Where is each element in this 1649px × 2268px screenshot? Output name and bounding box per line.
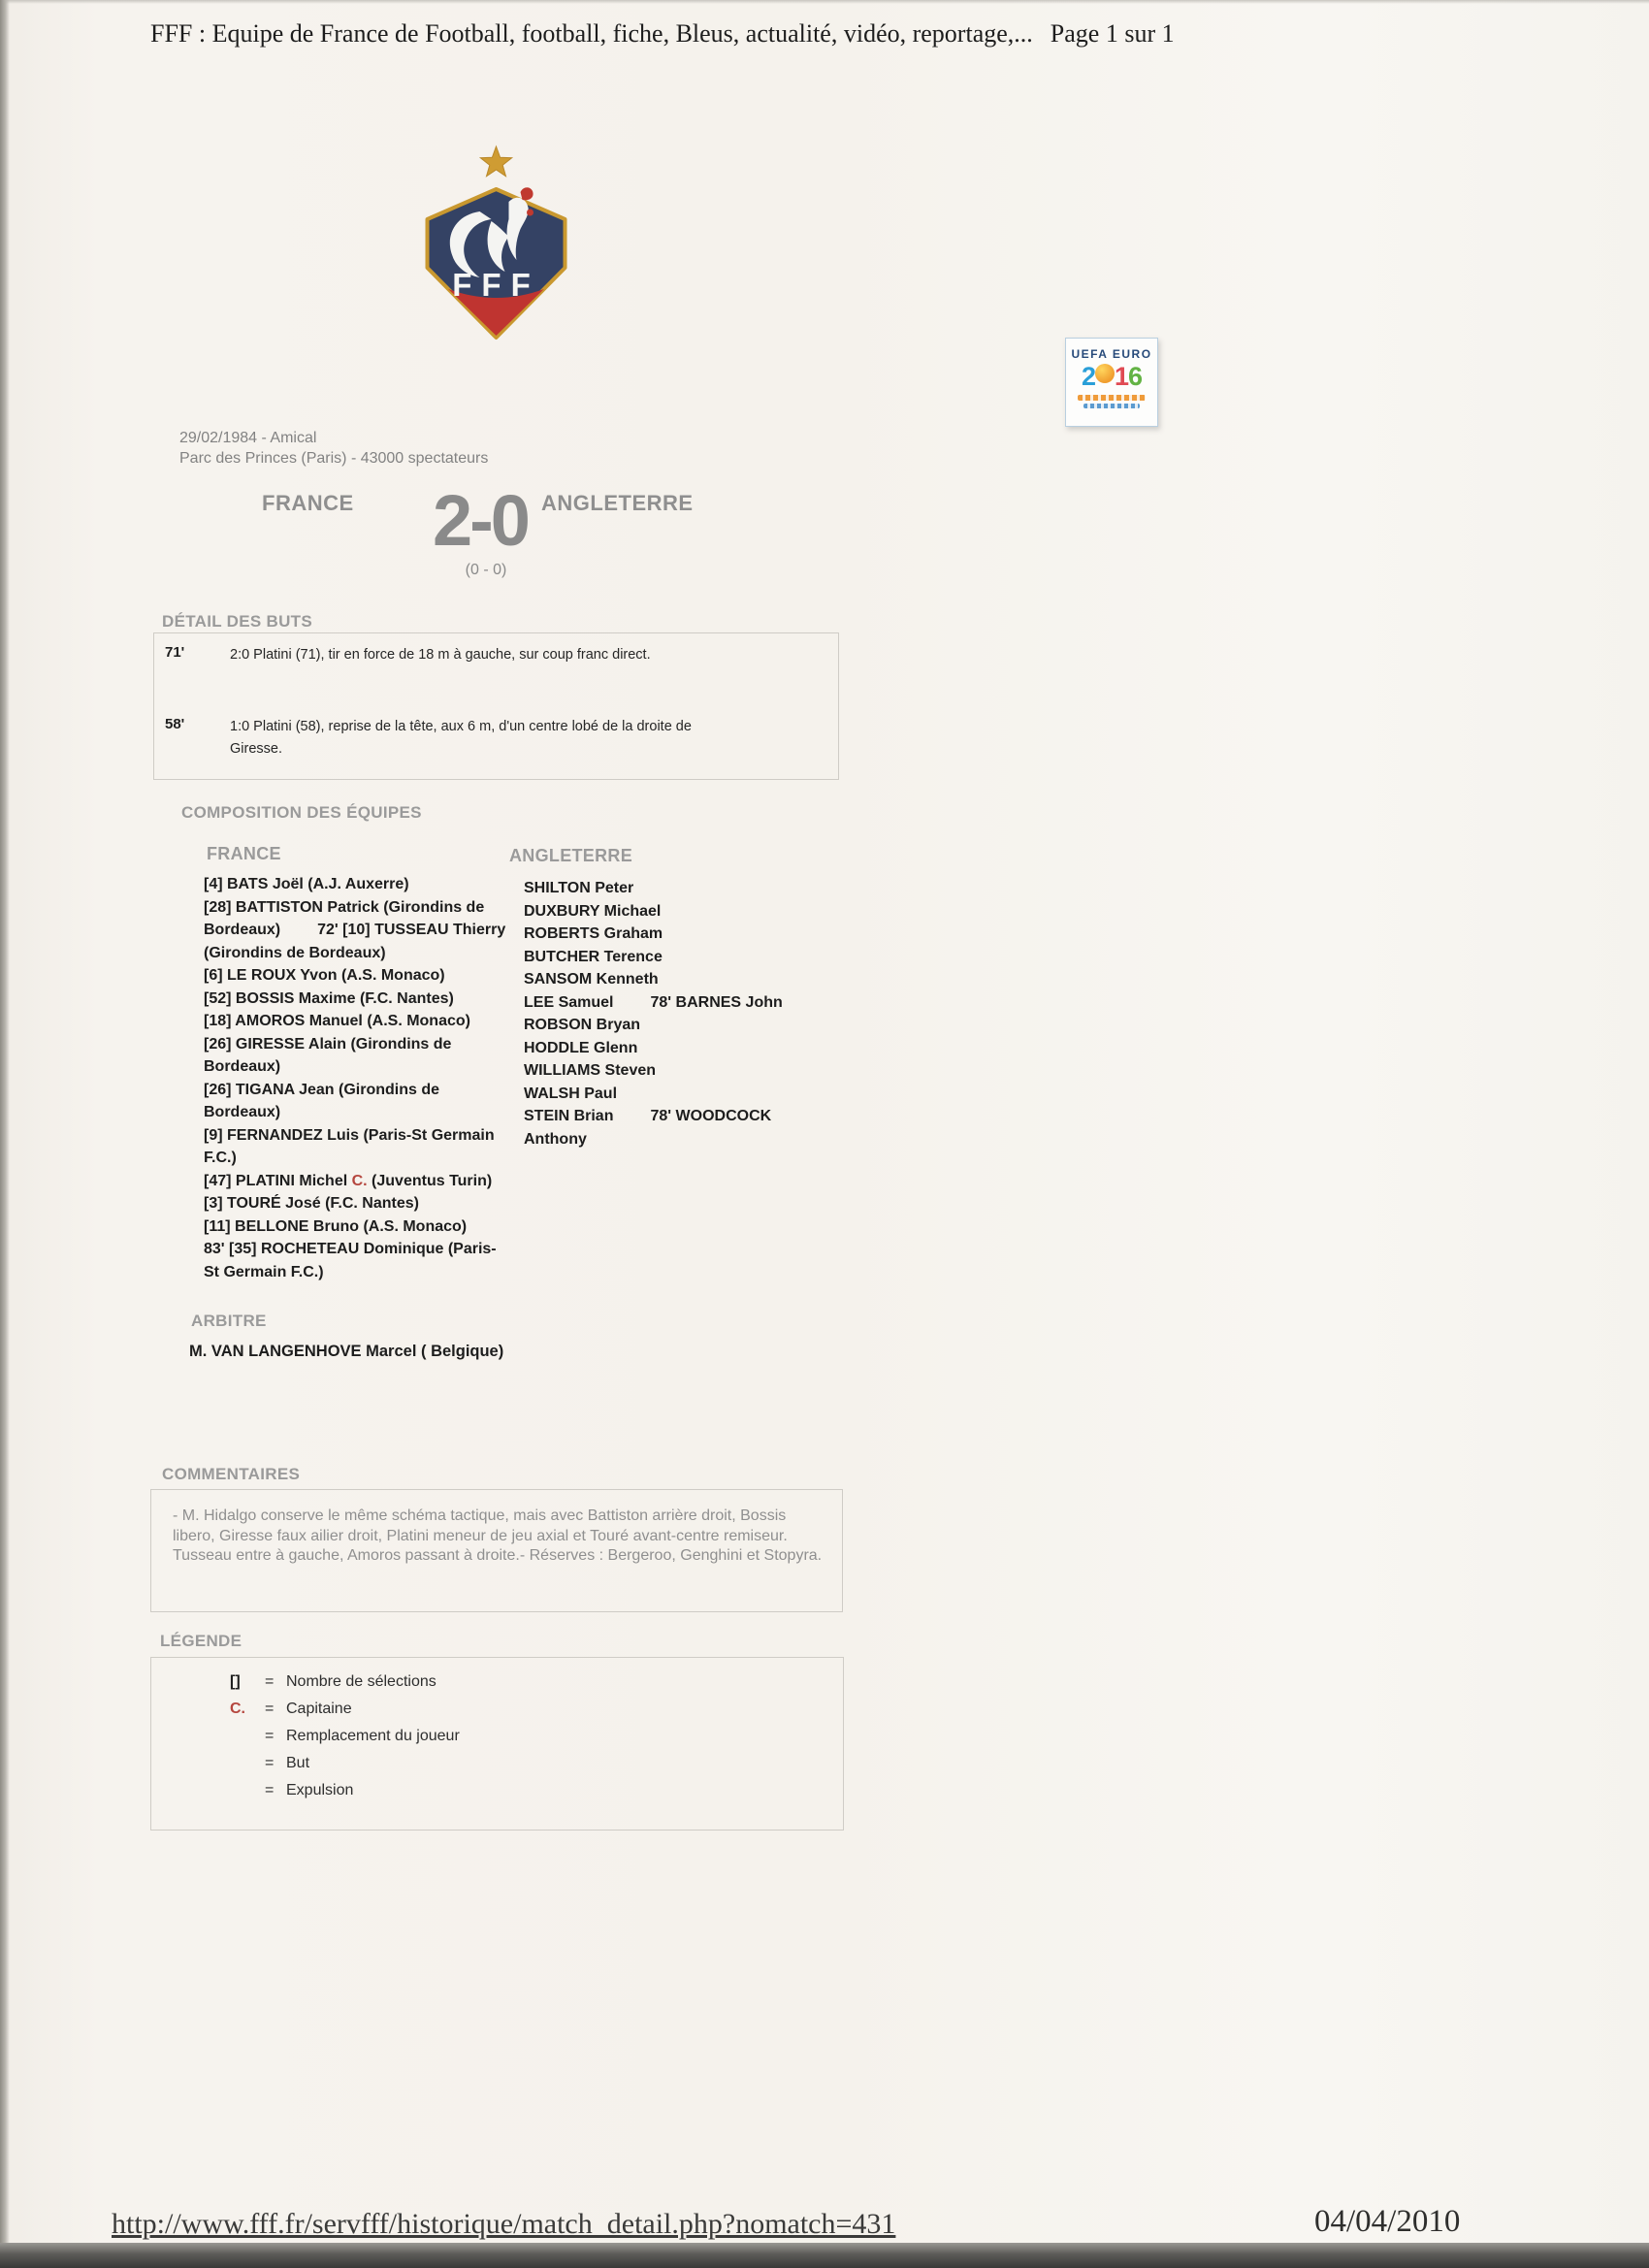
final-score: 2-0	[433, 480, 528, 561]
legend-row	[230, 1782, 353, 1799]
legend-meaning: But	[286, 1755, 310, 1771]
substitution-gap	[613, 1119, 650, 1120]
player-row: [9] FERNANDEZ Luis (Paris-St Germain F.C.)	[204, 1126, 495, 1166]
legend-section-title: LÉGENDE	[160, 1632, 242, 1650]
match-venue-attendance: Parc des Princes (Paris) - 43000 spectateurs	[179, 450, 489, 467]
uefa-fineprint-line2	[1083, 404, 1140, 408]
substitution-entry: 78' BARNES John	[650, 993, 783, 1011]
legend-equals: =	[265, 1782, 275, 1798]
legend-symbol-selections: []	[230, 1673, 241, 1690]
france-lineup	[204, 873, 508, 1283]
legend-equals: =	[265, 1755, 275, 1771]
uefa-digit-6: 6	[1128, 362, 1143, 391]
player-row: DUXBURY Michael	[524, 902, 662, 920]
uefa-euro-label: UEFA EURO	[1071, 347, 1152, 361]
france-column-title: FRANCE	[207, 844, 281, 863]
substitution-gap	[280, 933, 317, 934]
scan-edge-bottom	[0, 2243, 1649, 2268]
substitution-gap	[467, 1230, 503, 1231]
legend-row	[230, 1701, 352, 1718]
scan-edge-left	[0, 0, 10, 2268]
player-row: [28] BATTISTON Patrick (Girondins de Bordeaux) 72' [10] TUSSEAU Thierry (Girondins de Bordeaux)	[204, 898, 506, 961]
goal-description: 2:0 Platini (71), tir en force de 18 m à gauche, sur coup franc direct.	[230, 647, 651, 663]
player-row: BUTCHER Terence	[524, 948, 663, 965]
away-team-name: ANGLETERRE	[541, 491, 694, 515]
player-row: ROBSON Bryan	[524, 1017, 641, 1033]
substitution-entry: 83' [35] ROCHETEAU Dominique (Paris-St Germain F.C.)	[204, 1241, 497, 1280]
uefa-euro-year	[1066, 363, 1157, 390]
fff-logo-text: FFF	[452, 267, 540, 303]
player-row: [6] LE ROUX Yvon (A.S. Monaco)	[204, 967, 445, 984]
fff-star-icon	[480, 146, 511, 177]
legend-meaning: Nombre de sélections	[286, 1673, 436, 1690]
legend-meaning: Expulsion	[286, 1782, 354, 1798]
legend-row	[230, 1728, 460, 1745]
player-row: HODDLE Glenn	[524, 1039, 638, 1056]
home-team-name: FRANCE	[262, 491, 354, 515]
page-indicator: Page 1 sur 1	[1050, 19, 1175, 48]
page-title: FFF : Equipe de France de Football, football, fiche, Bleus, actualité, vidéo, reportage,...	[150, 19, 1033, 48]
fff-crest-logo	[415, 144, 577, 342]
football-ball-icon	[1095, 364, 1115, 383]
referee-section-title: ARBITRE	[191, 1312, 267, 1330]
player-row: SANSOM Kenneth	[524, 971, 659, 988]
player-row: STEIN Brian 78' WOODCOCK Anthony	[524, 1108, 772, 1148]
player-row: [26] GIRESSE Alain (Girondins de Bordeaux)	[204, 1035, 452, 1075]
fff-rooster-crest	[521, 187, 534, 200]
player-row: [26] TIGANA Jean (Girondins de Bordeaux)	[204, 1081, 439, 1120]
player-row: WALSH Paul	[524, 1085, 618, 1102]
legend-meaning: Capitaine	[286, 1701, 352, 1717]
player-row: WILLIAMS Steven	[524, 1062, 657, 1079]
referee-name: M. VAN LANGENHOVE Marcel ( Belgique)	[189, 1343, 504, 1360]
uefa-digit-2: 2	[1081, 362, 1095, 391]
captain-mark: C.	[351, 1172, 368, 1189]
uefa-euro-2016-badge	[1065, 338, 1158, 427]
legend-row	[230, 1673, 436, 1691]
print-header	[150, 19, 1175, 49]
uefa-digit-1: 1	[1114, 362, 1129, 391]
legend-row	[230, 1755, 309, 1772]
comments-text: - M. Hidalgo conserve le même schéma tactique, mais avec Battiston arrière droit, Bossis libero, Giresse faux ailier droit, Platini meneur de jeu axial et Touré avant-centre remiseur. Tusseau entre à gauche, Amoros passant à droite.- Réserves : Bergeroo, Genghini et Stopyra.	[173, 1507, 823, 1564]
goals-section-title: DÉTAIL DES BUTS	[162, 612, 312, 631]
uefa-fineprint-line	[1078, 395, 1146, 401]
comments-section-title: COMMENTAIRES	[162, 1465, 301, 1483]
substitution-entry: 72' [10] TUSSEAU Thierry (Girondins de Bordeaux)	[204, 922, 506, 961]
player-row: [11] BELLONE Bruno (A.S. Monaco)83' [35] ROCHETEAU Dominique (Paris-St Germain F.C.)	[204, 1215, 508, 1284]
player-row: [18] AMOROS Manuel (A.S. Monaco)	[204, 1013, 470, 1029]
goal-minute: 58'	[165, 716, 185, 732]
legend-symbol-captain: C.	[230, 1701, 245, 1717]
fff-rooster-wattle	[527, 210, 534, 216]
goal-minute: 71'	[165, 644, 185, 661]
footer-url: http://www.fff.fr/servfff/historique/match_detail.php?nomatch=431	[112, 2208, 896, 2240]
england-lineup	[524, 877, 817, 1150]
match-date-type: 29/02/1984 - Amical	[179, 430, 317, 446]
player-row: LEE Samuel 78' BARNES John	[524, 993, 783, 1011]
legend-meaning: Remplacement du joueur	[286, 1728, 460, 1744]
fff-crest-svg	[415, 144, 577, 342]
legend-equals: =	[265, 1673, 275, 1690]
legend-equals: =	[265, 1728, 275, 1744]
player-row: [3] TOURÉ José (F.C. Nantes)	[204, 1195, 419, 1212]
substitution-entry: 78' WOODCOCK Anthony	[524, 1108, 772, 1148]
player-row: [52] BOSSIS Maxime (F.C. Nantes)	[204, 989, 454, 1007]
england-column-title: ANGLETERRE	[509, 846, 633, 865]
player-row: ROBERTS Graham	[524, 925, 663, 942]
legend-equals: =	[265, 1701, 275, 1717]
player-row: [4] BATS Joël (A.J. Auxerre)	[204, 876, 409, 892]
player-row: SHILTON Peter	[524, 880, 634, 896]
footer-date: 04/04/2010	[1314, 2204, 1461, 2239]
scan-edge-top	[0, 0, 1649, 4]
substitution-gap	[613, 1006, 650, 1007]
lineups-section-title: COMPOSITION DES ÉQUIPES	[181, 803, 422, 822]
player-row: [47] PLATINI Michel C. (Juventus Turin)	[204, 1172, 493, 1189]
goal-description: 1:0 Platini (58), reprise de la tête, aux 6 m, d'un centre lobé de la droite de Giresse.	[230, 719, 692, 757]
halftime-score: (0 - 0)	[465, 562, 507, 578]
